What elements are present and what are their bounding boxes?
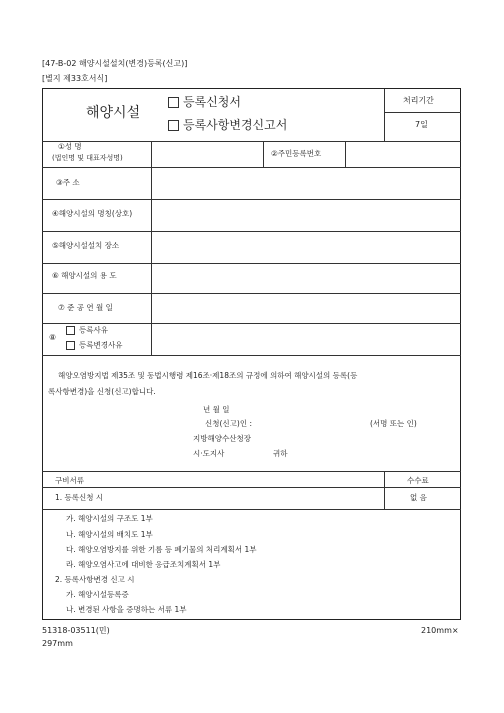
title-option-change-label: 등록사항변경신고서 — [183, 118, 288, 132]
documents-section-2: 2. 등록사항변경 신고 시 — [55, 575, 135, 584]
reason-change-label: 등록변경사유 — [79, 340, 123, 350]
reason-register-checkbox[interactable] — [66, 326, 75, 335]
reason-number: ⑧ — [49, 333, 57, 342]
document-item: 나. 변경된 사항을 증명하는 서류 1부 — [66, 605, 187, 614]
purpose-field[interactable] — [152, 264, 460, 292]
name-label: ①성 명 — [58, 142, 82, 151]
completion-date-label: ⑦ 준 공 연 월 일 — [58, 303, 113, 312]
recipient-2: 시·도지사 — [193, 449, 225, 458]
applicant-field[interactable] — [270, 416, 366, 430]
reason-field[interactable] — [152, 324, 460, 354]
address-field[interactable] — [152, 168, 460, 198]
period-label: 처리기간 — [403, 96, 434, 105]
name-field[interactable] — [152, 142, 262, 166]
paper-size-2: 297mm — [42, 639, 73, 648]
document-item: 라. 해양오염사고에 대비한 응급조치계획서 1부 — [66, 560, 221, 569]
honorific: 귀하 — [273, 449, 288, 458]
facility-name-field[interactable] — [152, 200, 460, 230]
reason-option-change — [66, 341, 122, 350]
fee-value: 없 음 — [410, 493, 427, 502]
statement-line-2: 록사항변경)을 신청(신고)합니다. — [48, 387, 156, 396]
document-item: 가. 해양시설등록증 — [66, 590, 129, 599]
purpose-label: ⑥ 해양시설의 용 도 — [52, 271, 117, 280]
signature-label: (서명 또는 인) — [370, 419, 417, 428]
title-option-change — [168, 119, 287, 131]
title-option-register — [168, 96, 241, 108]
register-checkbox[interactable] — [168, 97, 179, 108]
date-line: 년 월 일 — [203, 405, 230, 414]
completion-date-field[interactable] — [152, 294, 460, 322]
location-field[interactable] — [152, 232, 460, 262]
location-label: ⑤해양시설설치 장소 — [52, 241, 120, 250]
reason-option-register — [66, 326, 108, 335]
applicant-label: 신청(신고)인 : — [205, 419, 252, 428]
address-label: ③주 소 — [56, 178, 80, 187]
statement-line-1: 해양오염방지법 제35조 및 동법시행령 제16조·제18조의 규정에 의하여 해양시설의 등록(등 — [58, 371, 358, 380]
reason-register-label: 등록사유 — [79, 325, 108, 335]
fee-header: 수수료 — [407, 476, 429, 485]
documents-section-1: 1. 등록신청 시 — [55, 493, 104, 502]
title-option-register-label: 등록신청서 — [183, 95, 241, 109]
reason-change-checkbox[interactable] — [66, 341, 75, 350]
form-code: 51318-03511(민) — [42, 626, 110, 635]
form-number: [47-B-02 해양시설설치(변경)등록(신고)] — [42, 59, 188, 68]
resident-no-field[interactable] — [346, 142, 460, 166]
change-checkbox[interactable] — [168, 120, 179, 131]
name-sublabel: (법인명 및 대표자성명) — [52, 154, 123, 162]
title-main: 해양시설 — [86, 105, 141, 121]
resident-no-label: ②주민등록번호 — [271, 149, 322, 158]
period-value: 7일 — [415, 120, 428, 129]
document-item: 나. 해양시설의 배치도 1부 — [66, 530, 153, 539]
document-item: 다. 해양오염방지를 위한 기름 등 폐기물의 처리계획서 1부 — [66, 545, 257, 554]
recipient-1: 지방해양수산청장 — [193, 434, 251, 443]
document-item: 가. 해양시설의 구조도 1부 — [66, 514, 153, 523]
facility-name-label: ④해양시설의 명칭(상호) — [52, 209, 133, 218]
paper-size: 210mm× — [421, 626, 459, 635]
annex-label: [별지 제33호서식] — [42, 74, 108, 83]
documents-header: 구비서류 — [55, 476, 84, 485]
